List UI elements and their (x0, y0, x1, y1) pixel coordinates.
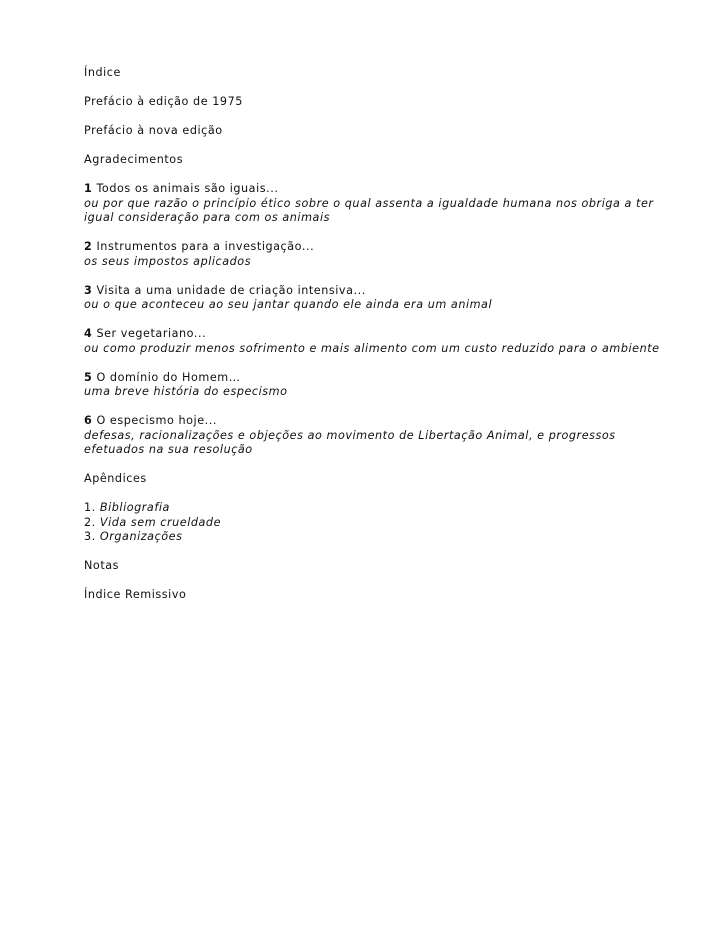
appendix-number: 2. (84, 515, 96, 529)
chapter-entry (84, 284, 664, 313)
chapter-entry (84, 371, 664, 400)
appendices-list (84, 501, 664, 545)
appendix-name: Organizações (99, 530, 183, 543)
chapter-number: 3 (84, 283, 93, 297)
toc-entry-preface-new: Prefácio à nova edição (84, 124, 223, 137)
toc-heading: Índice (84, 66, 121, 79)
chapter-title: O especismo hoje... (96, 414, 217, 427)
chapter-number: 4 (84, 327, 93, 340)
chapter-title: O domínio do Homem… (96, 370, 241, 384)
chapter-number: 5 (84, 370, 93, 384)
chapter-entry (84, 414, 664, 458)
chapter-entry (84, 240, 664, 269)
appendix-number: 3. (84, 530, 96, 543)
chapter-title: Instrumentos para a investigação... (96, 240, 315, 253)
chapter-number: 2 (84, 240, 93, 253)
appendix-name: Bibliografia (99, 501, 170, 514)
chapter-subtitle: os seus impostos aplicados (84, 254, 252, 268)
appendices-heading: Apêndices (84, 472, 147, 485)
chapter-number: 1 (84, 182, 93, 195)
chapter-subtitle: ou por que razão o princípio ético sobre o qual assenta a igualdade humana nos obriga a ter igual consideração para com os animais (84, 196, 654, 224)
toc-entry-preface-1975: Prefácio à edição de 1975 (84, 95, 243, 108)
appendix-name: Vida sem crueldade (99, 515, 222, 529)
list-item (84, 501, 664, 516)
list-item (84, 516, 664, 531)
appendix-number: 1. (84, 501, 96, 514)
chapter-subtitle: defesas, racionalizações e objeções ao movimento de Libertação Animal, e progressos efetuados na sua resolução (84, 428, 616, 456)
chapter-subtitle: ou como produzir menos sofrimento e mais alimento com um custo reduzido para o ambiente (84, 341, 660, 355)
chapter-subtitle: ou o que aconteceu ao seu jantar quando ele ainda era um animal (84, 298, 493, 311)
chapter-entry (84, 182, 664, 226)
toc-entry-acknowledgements: Agradecimentos (84, 153, 184, 166)
chapter-subtitle: uma breve história do especismo (84, 385, 288, 398)
chapter-number: 6 (84, 414, 93, 427)
table-of-contents (84, 66, 664, 617)
toc-entry-subject-index: Índice Remissivo (84, 588, 187, 601)
chapter-entry (84, 327, 664, 356)
chapter-title: Ser vegetariano... (96, 327, 207, 340)
chapter-title: Todos os animais são iguais... (96, 182, 279, 195)
list-item (84, 530, 664, 545)
toc-entry-notes: Notas (84, 559, 120, 572)
chapter-title: Visita a uma unidade de criação intensiva... (96, 283, 366, 297)
